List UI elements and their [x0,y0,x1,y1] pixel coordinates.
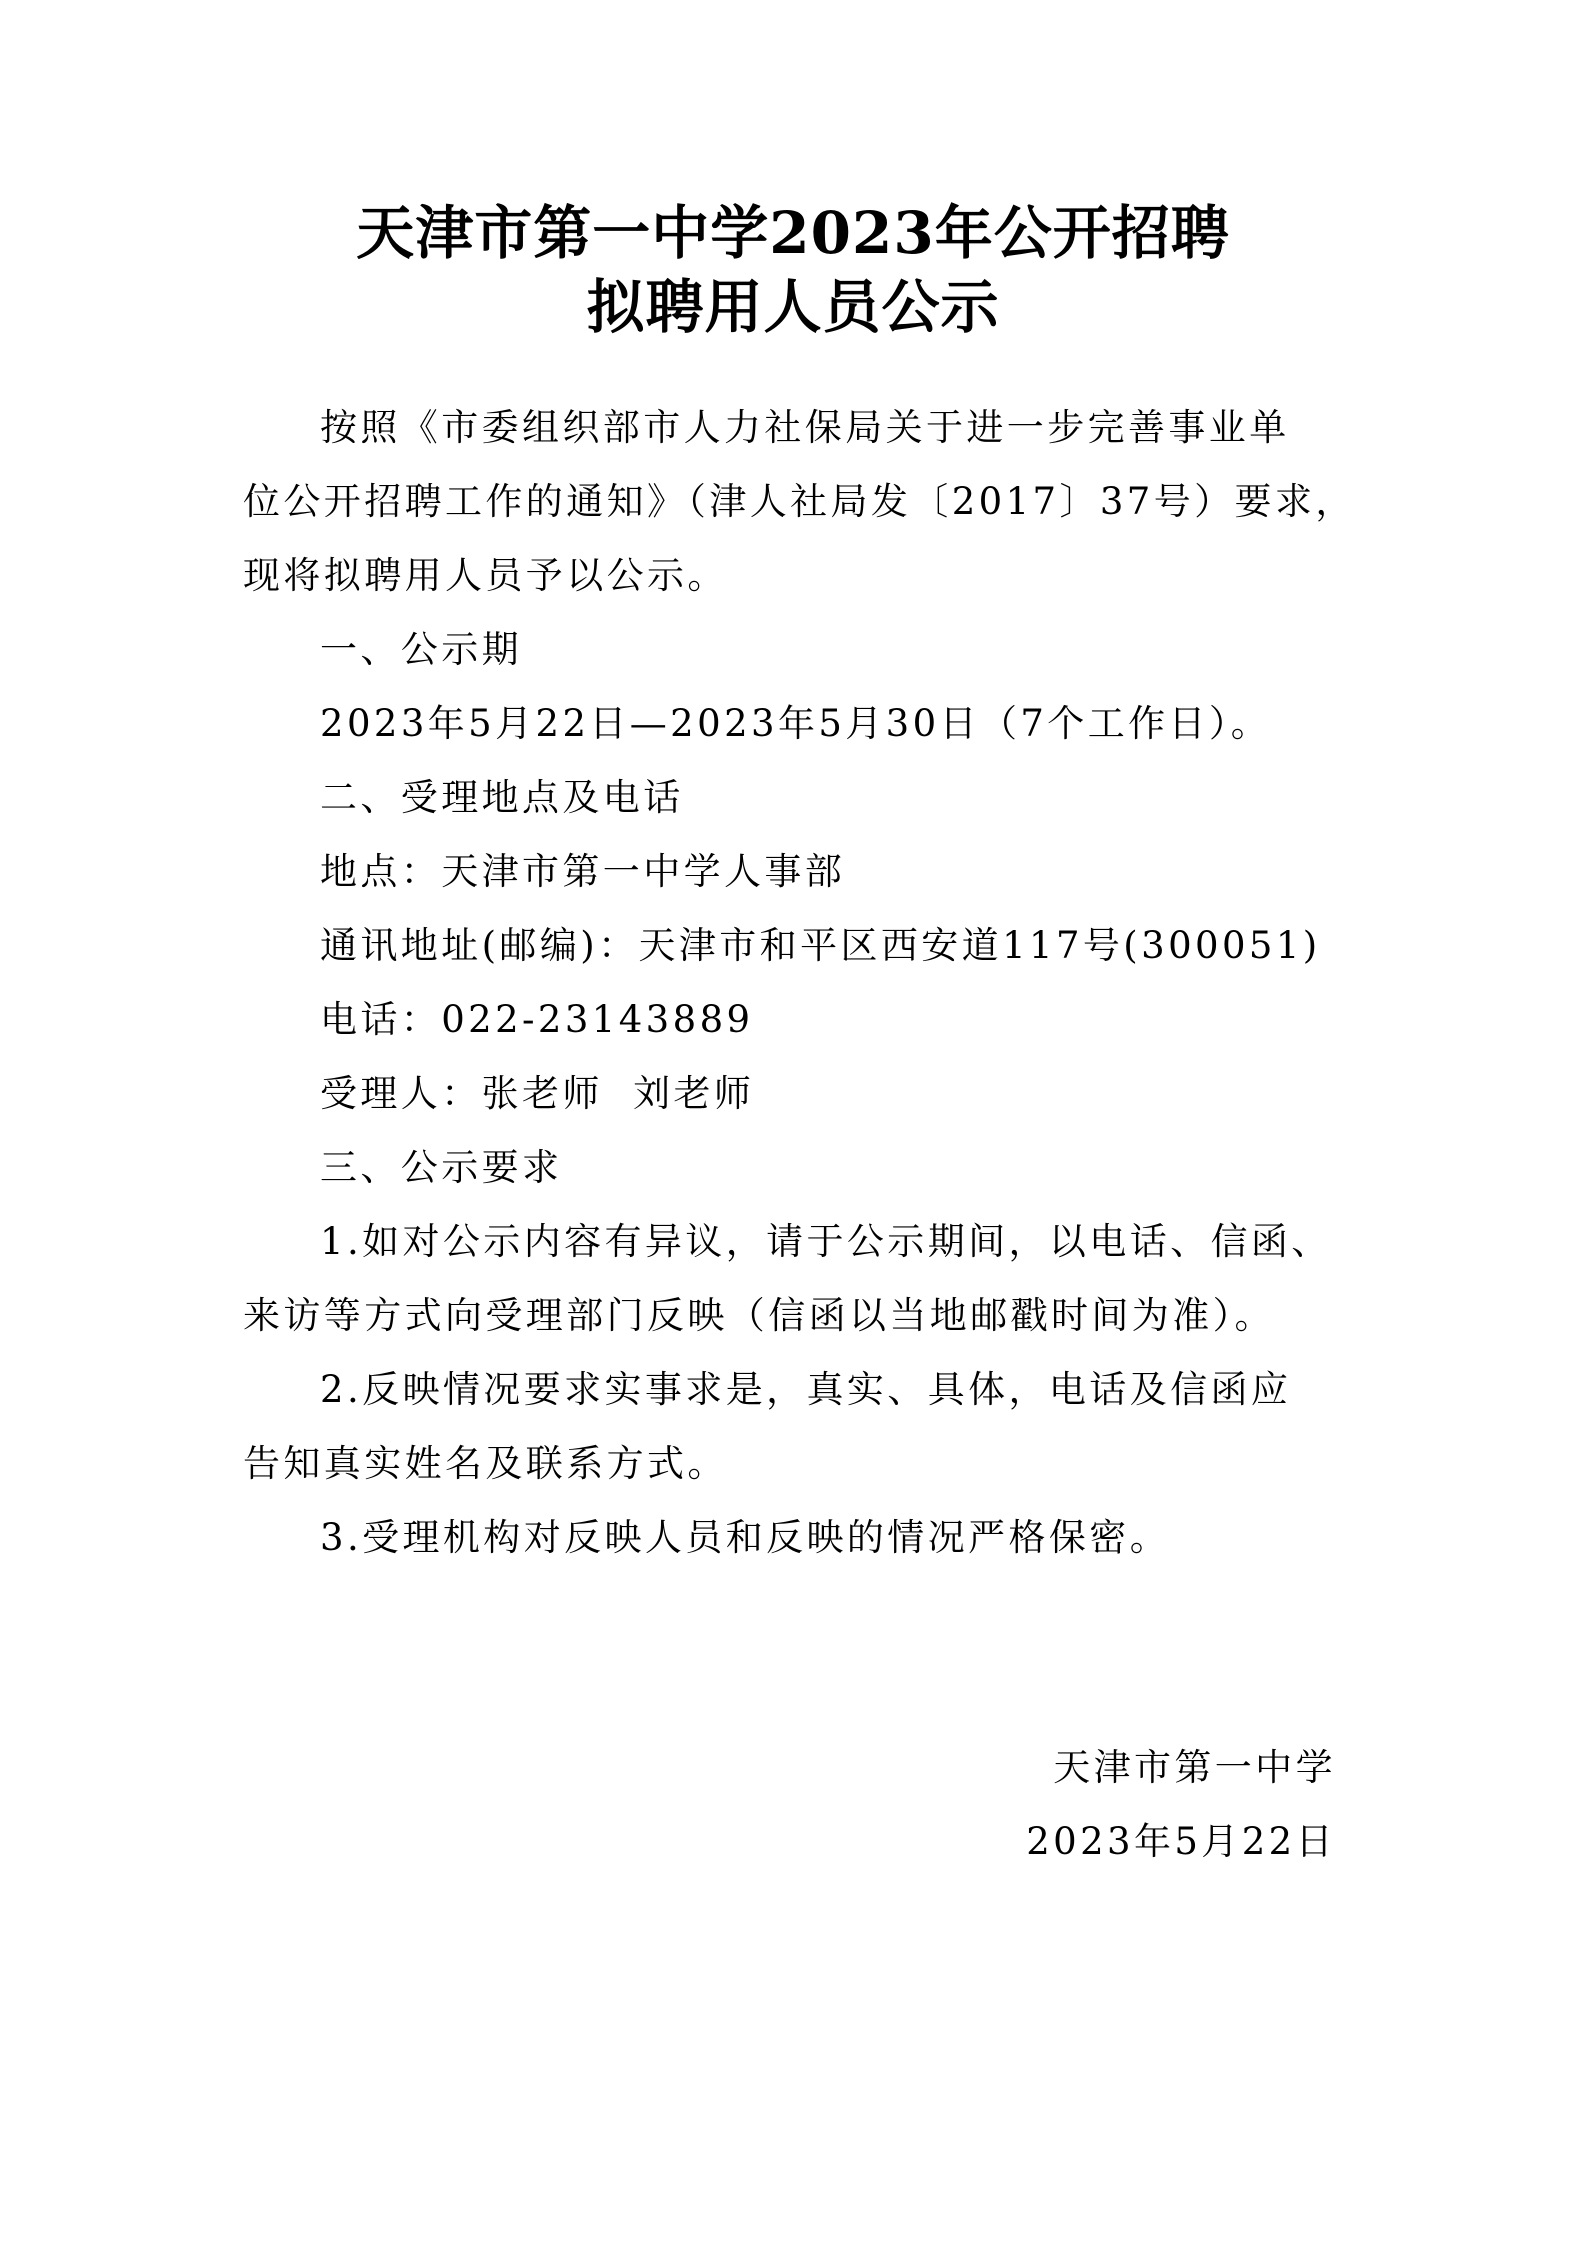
document-title-line-2: 拟聘用人员公示 [586,273,1000,341]
phone-line: 电话：022-23143889 [320,998,754,1041]
address-line: 通讯地址(邮编)：天津市和平区西安道117号(300051) [320,924,1321,967]
section-2-heading: 二、受理地点及电话 [320,776,684,819]
section-1-heading: 一、公示期 [320,628,522,671]
location-line: 地点：天津市第一中学人事部 [320,850,846,893]
requirement-2-line-1: 2.反映情况要求实事求是，真实、具体，电话及信函应 [320,1368,1292,1411]
requirement-1-line-2: 来访等方式向受理部门反映（信函以当地邮戳时间为准）。 [243,1294,1275,1337]
requirement-3: 3.受理机构对反映人员和反映的情况严格保密。 [320,1516,1171,1559]
document-title-line-1: 天津市第一中学2023年公开招聘 [356,199,1230,267]
intro-line-3: 现将拟聘用人员予以公示。 [243,554,728,597]
requirement-1-line-1: 1.如对公示内容有异议，请于公示期间，以电话、信函、 [320,1220,1332,1263]
signature-organization: 天津市第一中学 [1053,1746,1336,1789]
section-3-heading: 三、公示要求 [320,1146,563,1189]
publicity-period: 2023年5月22日—2023年5月30日（7个工作日）。 [320,702,1272,745]
intro-line-2: 位公开招聘工作的通知》（津人社局发〔2017〕37号）要求， [243,480,1356,523]
signature-date: 2023年5月22日 [1026,1820,1336,1863]
handler-line: 受理人：张老师 刘老师 [320,1072,755,1115]
intro-line-1: 按照《市委组织部市人力社保局关于进一步完善事业单 [320,406,1290,449]
requirement-2-line-2: 告知真实姓名及联系方式。 [243,1442,728,1485]
